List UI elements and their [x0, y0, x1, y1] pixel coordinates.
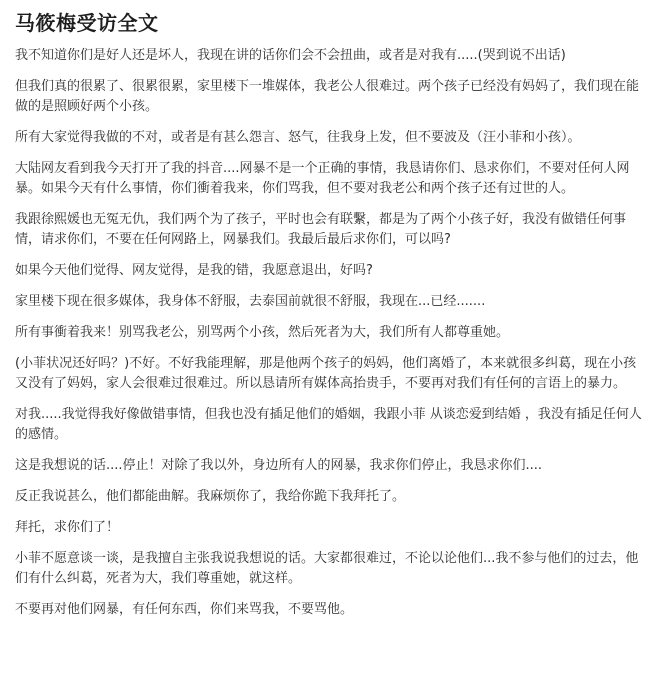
- paragraph-11: 这是我想说的话....停止！对除了我以外，身边所有人的网暴，我求你们停止，我恳求你们....: [15, 458, 543, 473]
- paragraph-8: 所有事衝着我来！别骂我老公，别骂两个小孩，然后死者为大，我们所有人都尊重她。: [15, 325, 510, 340]
- paragraph-6: 如果今天他们觉得、网友觉得，是我的错，我愿意退出，好吗?: [15, 263, 373, 278]
- paragraph-12: 反正我说甚么，他们都能曲解。我麻烦你了，我给你跪下我拜托了。: [15, 489, 406, 504]
- paragraph-1: 我不知道你们是好人还是坏人，我现在讲的话你们会不会扭曲，或者是对我有.....(哭到说不出话): [15, 48, 566, 63]
- paragraph-10: 对我.....我觉得我好像做错事情，但我也没有插足他们的婚姻，我跟小菲 从谈恋爱到结婚 ，我没有插足任何人的感情。: [15, 407, 642, 442]
- document-body: [15, 46, 642, 620]
- paragraph-5: 我跟徐熙媛也无冤无仇，我们两个为了孩子，平时也会有联繫，都是为了两个小孩子好，我没有做错任何事情，请求你们，不要在任何网路上，网暴我们。我最后最后求你们，可以吗?: [15, 212, 627, 247]
- paragraph-3: 所有大家觉得我做的不对，或者是有甚么怨言、怒气，往我身上发，但不要波及（汪小菲和小孩）。: [15, 130, 581, 145]
- paragraph-2: 但我们真的很累了、很累很累，家里楼下一堆媒体，我老公人很难过。两个孩子已经没有妈妈了，我们现在能做的是照顾好两个小孩。: [15, 79, 640, 114]
- paragraph-7: 家里楼下现在很多媒体，我身体不舒服，去泰国前就很不舒服，我现在...已经.......: [15, 294, 486, 309]
- paragraph-14: 小菲不愿意谈一谈，是我擅自主张我说我想说的话。大家都很难过，不论以论他们...我不参与他们的过去，他们有什么纠葛，死者为大，我们尊重她，就这样。: [15, 551, 639, 586]
- document-title: 马筱梅受访全文: [15, 11, 159, 35]
- paragraph-9: (小菲状况还好吗？)不好。不好我能理解，那是他两个孩子的妈妈，他们离婚了，本来就很多纠葛，现在小孩又没有了妈妈，家人会很难过很难过。所以恳请所有媒体高抬贵手，不要再对我们有任何的言语上的暴力。: [15, 356, 637, 391]
- paragraph-13: 拜托，求你们了！: [15, 520, 120, 535]
- paragraph-15: 不要再对他们网暴，有任何东西，你们来骂我，不要骂他。: [15, 602, 354, 617]
- paragraph-4: 大陆网友看到我今天打开了我的抖音....网暴不是一个正确的事情，我恳请你们、恳求你们，不要对任何人网暴。如果今天有什么事情，你们衝着我来，你们骂我，但不要对我老公和两个孩子还有过世的人。: [15, 161, 630, 196]
